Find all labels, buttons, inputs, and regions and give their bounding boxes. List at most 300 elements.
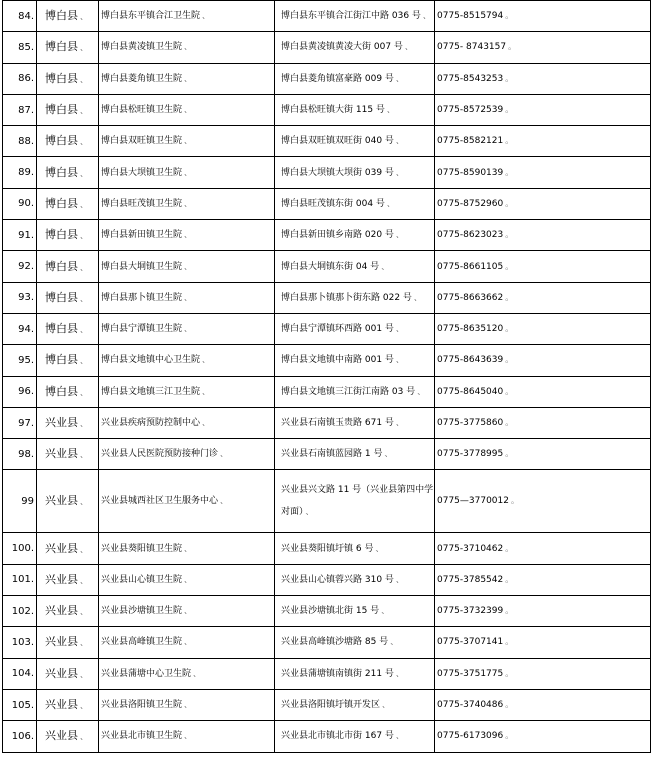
institution-address-text: 兴业县北市镇北市街 167 号 [281,731,394,742]
table-row [3,407,651,438]
institution-name [99,63,275,94]
row-number-text: 97. [18,417,34,429]
paragraph-mark: 。 [505,731,514,741]
county-name-text: 兴业县 [45,635,78,649]
phone-number [435,407,651,438]
institution-name-text: 兴业县山心镇卫生院 [101,574,183,585]
table-row [3,157,651,188]
county-name [37,596,99,627]
row-number-text: 103. [11,636,34,648]
institution-address-text: 博白县文地镇三江街江南路 03 号 [281,386,416,397]
row-number [3,533,37,564]
institution-name-text: 博白县那卜镇卫生院 [101,292,183,303]
table-row [3,596,651,627]
paragraph-mark: 。 [505,606,514,616]
paragraph-mark: 、 [184,731,193,741]
county-name [37,1,99,32]
county-name-text: 兴业县 [45,541,78,555]
institution-name-text: 兴业县城西社区卫生服务中心 [101,496,219,507]
institution-name [99,407,275,438]
paragraph-mark: 、 [395,355,404,365]
paragraph-mark: 、 [395,324,404,334]
table-row [3,689,651,720]
phone-number-text: 0775-8645040 [437,386,504,397]
table-row [3,376,651,407]
paragraph-mark: 、 [395,731,404,741]
institution-name-text: 博白县文地镇三江卫生院 [101,386,201,397]
institution-name-text: 博白县东平镇合江卫生院 [101,11,201,22]
row-number [3,282,37,313]
phone-number [435,533,651,564]
row-number-text: 99 [21,495,34,507]
paragraph-mark: 、 [80,638,88,648]
paragraph-mark: 、 [184,324,193,334]
phone-number-text: 0775-8572539 [437,105,504,116]
phone-number-text: 0775-8663662 [437,292,504,303]
paragraph-mark: 、 [184,73,193,83]
institution-address [275,345,435,376]
county-name-text: 兴业县 [45,572,78,586]
row-number [3,1,37,32]
county-name-text: 博白县 [45,134,78,148]
county-name-text: 博白县 [45,71,78,85]
paragraph-mark: 。 [508,42,517,52]
paragraph-mark: 、 [80,575,88,585]
paragraph-mark: 、 [395,418,404,427]
phone-number [435,596,651,627]
phone-number-text: 0775-8661105 [437,261,504,272]
table-row [3,658,651,689]
paragraph-mark: 、 [80,356,88,366]
county-name-text: 博白县 [45,165,78,179]
row-number-text: 102. [11,605,34,617]
phone-number-text: 0775-3740486 [437,700,504,711]
county-name-text: 博白县 [45,196,78,210]
phone-number [435,470,651,533]
institution-address-text: 兴业县兴文路 11 号（兴业县第四中学对面） [281,485,434,518]
county-name [37,564,99,595]
institution-address-text: 博白县大垌镇东街 04 号 [281,261,380,272]
institution-name-text: 博白县文地镇中心卫生院 [101,355,201,366]
institution-address-text: 兴业县山心镇蓉兴路 310 号 [281,574,394,585]
table-row [3,1,651,32]
table-row [3,94,651,125]
phone-number [435,188,651,219]
county-name-text: 兴业县 [45,416,78,429]
county-name-text: 兴业县 [45,494,78,508]
row-number-text: 86. [18,73,34,85]
institution-name-text: 兴业县人民医院预防接种门诊 [101,449,219,460]
paragraph-mark: 、 [305,507,314,517]
paragraph-mark: 、 [184,167,193,177]
county-name [37,32,99,63]
phone-number-text: 0775-3751775 [437,668,504,679]
institution-address-text: 博白县大坝镇大坝街 039 号 [281,167,394,178]
county-name [37,220,99,251]
table-row [3,220,651,251]
institution-address [275,313,435,344]
phone-number [435,345,651,376]
phone-number-text: 0775-3785542 [437,574,504,585]
row-number [3,94,37,125]
county-name-text: 博白县 [45,9,78,23]
row-number-text: 87. [18,104,34,116]
institution-address-text: 博白县宁潭镇环西路 001 号 [281,324,394,335]
paragraph-mark: 、 [80,199,88,209]
institution-address [275,564,435,595]
row-number [3,564,37,595]
institution-name-text: 博白县宁潭镇卫生院 [101,324,183,335]
paragraph-mark: 、 [220,496,229,506]
phone-number-text: 0775-3710462 [437,543,504,554]
institution-address [275,94,435,125]
institution-name [99,564,275,595]
paragraph-mark: 。 [505,261,514,271]
phone-number-text: 0775-3778995 [437,449,504,460]
institution-address-text: 兴业县石南镇玉贵路 671 号 [281,418,394,428]
row-number [3,63,37,94]
paragraph-mark: 。 [505,637,514,647]
paragraph-mark: 、 [395,668,404,678]
paragraph-mark: 、 [80,168,88,178]
row-number-text: 98. [18,448,34,460]
county-name [37,407,99,438]
institution-address [275,157,435,188]
institution-name-text: 博白县大坝镇卫生院 [101,167,183,178]
paragraph-mark: 。 [505,386,514,396]
institution-name-text: 兴业县高峰镇卫生院 [101,637,183,648]
paragraph-mark: 。 [505,105,514,115]
institution-name-text: 博白县菱角镇卫生院 [101,73,183,84]
paragraph-mark: 、 [184,292,193,302]
table-row [3,564,651,595]
clinic-table [2,0,651,753]
row-number-text: 104. [11,668,34,680]
county-name [37,94,99,125]
paragraph-mark: 、 [80,106,88,116]
phone-number-text: 0775-8623023 [437,230,504,241]
paragraph-mark: 、 [80,293,88,303]
paragraph-mark: 、 [413,292,422,302]
paragraph-mark: 。 [505,574,514,584]
institution-name [99,1,275,32]
institution-address-text: 兴业县高峰镇沙塘路 85 号 [281,637,389,648]
institution-address-text: 博白县新田镇乡南路 020 号 [281,230,394,241]
institution-name-text: 博白县新田镇卫生院 [101,230,183,241]
county-name-text: 兴业县 [45,447,78,461]
phone-number-text: 0775-8543253 [437,73,504,84]
phone-number [435,658,651,689]
paragraph-mark: 、 [80,387,88,397]
paragraph-mark: 、 [404,42,413,52]
paragraph-mark: 、 [390,637,399,647]
phone-number [435,157,651,188]
institution-name [99,251,275,282]
paragraph-mark: 、 [80,669,88,679]
paragraph-mark: 、 [386,198,395,208]
institution-address [275,596,435,627]
paragraph-mark: 、 [202,418,211,427]
phone-number-text: 0775-8752960 [437,198,504,209]
institution-address [275,126,435,157]
county-name [37,251,99,282]
institution-name-text: 兴业县葵阳镇卫生院 [101,543,183,554]
phone-number [435,251,651,282]
phone-number-text: 0775-6173096 [437,731,504,742]
paragraph-mark: 、 [80,137,88,147]
paragraph-mark: 、 [193,668,202,678]
row-number-text: 106. [11,730,34,742]
phone-number-text: 0775-3775860 [437,418,504,428]
paragraph-mark: 、 [382,700,391,710]
row-number [3,658,37,689]
paragraph-mark: 、 [184,136,193,146]
county-name [37,63,99,94]
row-number [3,376,37,407]
paragraph-mark: 、 [184,261,193,271]
paragraph-mark: 。 [505,355,514,365]
table-row [3,32,651,63]
institution-address-text: 博白县旺茂镇东街 004 号 [281,198,385,209]
institution-address-text: 兴业县洛阳镇圩镇开发区 [281,700,381,711]
county-name [37,126,99,157]
table-row [3,63,651,94]
paragraph-mark: 。 [505,167,514,177]
row-number-text: 91. [18,229,34,241]
institution-address [275,658,435,689]
paragraph-mark: 、 [220,449,229,459]
county-name-text: 兴业县 [45,604,78,618]
institution-address-text: 兴业县石南镇蓝园路 1 号 [281,449,383,460]
institution-address [275,721,435,752]
county-name [37,188,99,219]
county-name-text: 兴业县 [45,698,78,712]
institution-address [275,470,435,533]
paragraph-mark: 。 [505,449,514,459]
phone-number [435,689,651,720]
institution-address [275,439,435,470]
paragraph-mark: 、 [384,449,393,459]
county-name [37,658,99,689]
paragraph-mark: 、 [395,574,404,584]
row-number [3,470,37,533]
institution-name [99,596,275,627]
county-name-text: 博白县 [45,103,78,117]
row-number-text: 84. [18,10,34,22]
row-number [3,407,37,438]
county-name-text: 博白县 [45,322,78,336]
county-name-text: 兴业县 [45,729,78,743]
paragraph-mark: 。 [505,324,514,334]
institution-address-text: 博白县双旺镇双旺街 040 号 [281,136,394,147]
paragraph-mark: 、 [381,606,390,616]
institution-address [275,220,435,251]
institution-name [99,721,275,752]
paragraph-mark: 、 [381,261,390,271]
paragraph-mark: 、 [184,637,193,647]
paragraph-mark: 、 [184,198,193,208]
institution-address [275,282,435,313]
paragraph-mark: 、 [80,544,88,554]
paragraph-mark: 、 [395,230,404,240]
phone-number-text: 0775-3707141 [437,637,504,648]
row-number [3,220,37,251]
paragraph-mark: 、 [80,701,88,711]
phone-number [435,564,651,595]
institution-name-text: 博白县旺茂镇卫生院 [101,198,183,209]
row-number [3,345,37,376]
county-name [37,439,99,470]
paragraph-mark: 、 [80,43,88,53]
paragraph-mark: 、 [80,450,88,460]
institution-name-text: 兴业县疾病预防控制中心 [101,418,201,428]
paragraph-mark: 、 [184,543,193,553]
row-number [3,126,37,157]
phone-number-text: 0775-8582121 [437,136,504,147]
paragraph-mark: 、 [80,74,88,84]
row-number [3,251,37,282]
institution-name [99,658,275,689]
phone-number [435,63,651,94]
county-name-text: 博白县 [45,353,78,367]
paragraph-mark: 。 [505,198,514,208]
table-row [3,313,651,344]
institution-address-text: 博白县菱角镇富豪路 009 号 [281,73,394,84]
table-row [3,439,651,470]
row-number-text: 92. [18,261,34,273]
county-name-text: 兴业县 [45,666,78,680]
row-number [3,313,37,344]
table-row [3,126,651,157]
phone-number [435,282,651,313]
paragraph-mark: 、 [184,574,193,584]
phone-number [435,721,651,752]
row-number [3,188,37,219]
institution-address [275,533,435,564]
institution-name [99,345,275,376]
institution-address-text: 兴业县蒲塘镇南镇街 211 号 [281,668,394,679]
institution-address [275,188,435,219]
institution-name [99,32,275,63]
paragraph-mark: 。 [505,418,514,427]
row-number [3,689,37,720]
phone-number-text: 0775-8590139 [437,167,504,178]
table-row [3,533,651,564]
phone-number [435,627,651,658]
institution-name-text: 兴业县洛阳镇卫生院 [101,700,183,711]
institution-address-text: 兴业县沙塘镇北街 15 号 [281,606,380,617]
institution-name [99,689,275,720]
row-number-text: 94. [18,323,34,335]
paragraph-mark: 、 [386,105,395,115]
institution-address-text: 博白县东平镇合江街江中路 036 号 [281,11,421,22]
county-name [37,157,99,188]
paragraph-mark: 、 [80,607,88,617]
table-body [3,1,651,753]
paragraph-mark: 。 [505,11,514,21]
paragraph-mark: 、 [80,419,88,428]
institution-address [275,376,435,407]
institution-address [275,251,435,282]
institution-address [275,32,435,63]
institution-name-text: 博白县松旺镇卫生院 [101,105,183,116]
county-name [37,627,99,658]
paragraph-mark: 、 [202,386,211,396]
institution-name-text: 博白县黄凌镇卫生院 [101,42,183,53]
row-number-text: 101. [11,574,34,586]
institution-address [275,63,435,94]
phone-number [435,439,651,470]
row-number [3,596,37,627]
table-row [3,627,651,658]
paragraph-mark: 、 [184,105,193,115]
institution-name [99,627,275,658]
paragraph-mark: 、 [80,732,88,742]
paragraph-mark: 、 [417,386,426,396]
row-number [3,439,37,470]
paragraph-mark: 、 [375,543,384,553]
paragraph-mark: 、 [80,12,88,22]
phone-number-text: 0775—3770012 [437,496,509,507]
paragraph-mark: 。 [505,136,514,146]
institution-name-text: 兴业县北市镇卫生院 [101,731,183,742]
institution-address [275,689,435,720]
institution-name-text: 博白县大垌镇卫生院 [101,261,183,272]
county-name-text: 博白县 [45,40,78,54]
table-row [3,721,651,752]
institution-address [275,407,435,438]
phone-number-text: 0775- 8743157 [437,42,507,53]
phone-number-text: 0775-8643639 [437,355,504,366]
phone-number [435,94,651,125]
table-row [3,251,651,282]
county-name [37,313,99,344]
phone-number [435,1,651,32]
phone-number-text: 0775-3732399 [437,606,504,617]
institution-name [99,376,275,407]
row-number [3,627,37,658]
paragraph-mark: 。 [505,668,514,678]
table-row [3,188,651,219]
county-name [37,345,99,376]
row-number-text: 105. [11,699,34,711]
paragraph-mark: 。 [505,230,514,240]
county-name [37,470,99,533]
row-number-text: 96. [18,386,34,398]
county-name-text: 博白县 [45,228,78,242]
institution-name [99,126,275,157]
paragraph-mark: 、 [395,73,404,83]
paragraph-mark: 、 [202,355,211,365]
phone-number [435,126,651,157]
paragraph-mark: 。 [505,700,514,710]
institution-address-text: 兴业县葵阳镇圩镇 6 号 [281,543,374,554]
paragraph-mark: 、 [184,230,193,240]
institution-name [99,533,275,564]
paragraph-mark: 、 [80,231,88,241]
phone-number [435,313,651,344]
row-number [3,32,37,63]
row-number-text: 90. [18,198,34,210]
row-number [3,721,37,752]
paragraph-mark: 。 [511,496,519,506]
paragraph-mark: 、 [422,11,431,21]
institution-name-text: 兴业县蒲塘中心卫生院 [101,668,192,679]
institution-name [99,439,275,470]
institution-name [99,313,275,344]
row-number-text: 100. [11,543,34,555]
institution-name [99,157,275,188]
